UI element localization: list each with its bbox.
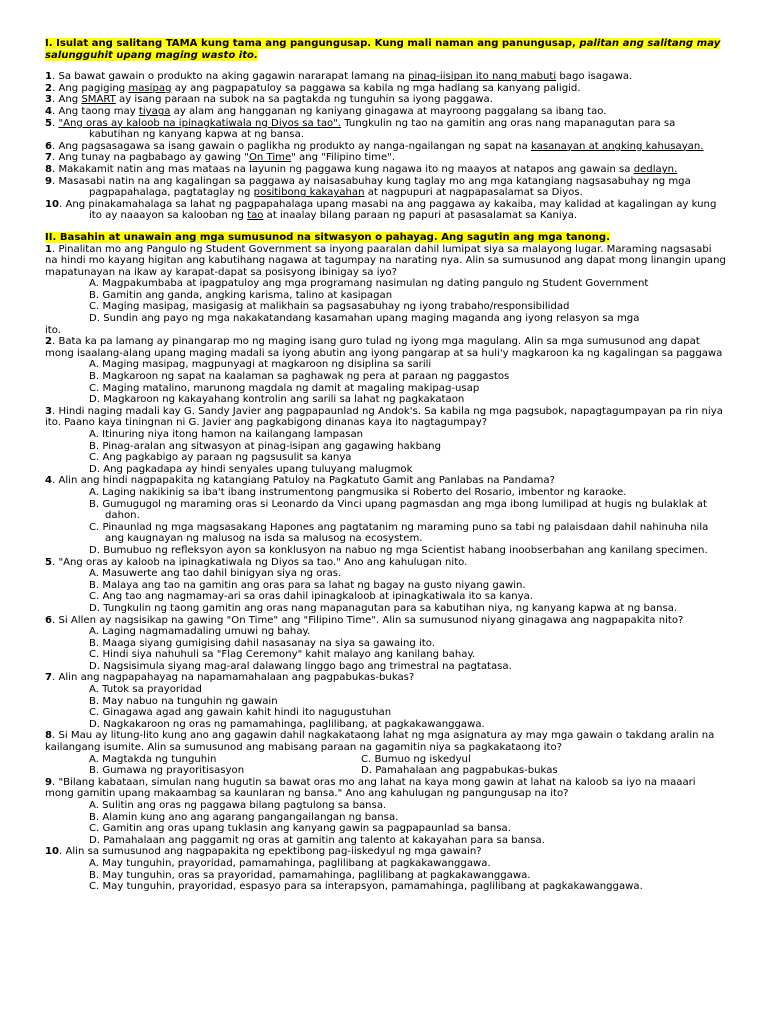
question-3-option-0: A. Itinuring niya itong hamon na kailangang lampasan (89, 429, 364, 440)
part1-heading-bold: I. Isulat ang salitang TAMA kung tama ang pangungusap. Kung mali naman ang panungusap, (45, 38, 576, 49)
question-4-option-0: A. Laging nakikinig sa iba't ibang instrumentong pangmusika si Roberto del Rosario, imbentor ng karaoke. (89, 486, 627, 498)
item-number: 7 (45, 152, 53, 164)
question-4-option-2: C. Pinaunlad ng mga magsasakang Hapones ang pagtatanim ng maraming puno sa tabi ng palaisdaan dahil nahinuha nila ang kaugnayan ng malusog na isda sa malusog na ecosystem. (89, 521, 709, 545)
question-text: . Si Mau ay litung-lito kung ano ang gagawin dahil nagkakataong lahat ng mga asignatura ay may mga gawain o takdang aralin na kailangang isumite. Alin sa sumusunod ang mabisang paraan na gagamitin niya sa pagkakataong ito? (45, 730, 715, 754)
question-6-option-2: C. Hindi siya nahuhuli sa "Flag Ceremony" kahit malayo ang kanilang bahay. (89, 649, 476, 661)
question-number: 4 (45, 475, 53, 487)
question-text: . Alin sa sumusunod ang nagpapakita ng epektibong pag-iiskedyul ng mga gawain? (59, 846, 482, 858)
question-10-option-0: A. May tunguhin, prayoridad, pamamahinga, paglilibang at pagkakawanggawa. (89, 857, 491, 869)
question-5-option-0: A. Masuwerte ang tao dahil binigyan siya ng oras. (89, 568, 342, 580)
item-number: 4 (45, 105, 53, 117)
question-text: . Pinalitan mo ang Pangulo ng Student Government sa inyong paaralan dahil lumipat siya sa malayong lugar. Maraming nagsasabi na hindi mo kayang higitan ang kabutihang nagawa at tagumpay na narating nya. Alin sa sumusunod ang dapat mong linangin upang mapatunayan na ikaw ay karapat-dapat sa posisyong ibinigay sa iyo? (45, 243, 726, 278)
part1-item-2 (45, 83, 727, 95)
question-number: 7 (45, 672, 53, 684)
item-text: . Ang (52, 94, 82, 106)
question-6-option-3: D. Nagsisimula siyang mag-aral dalawang linggo bago ang trimestral na pagtatasa. (89, 660, 512, 672)
question-9-option-0: A. Sulitin ang oras ng paggawa bilang pagtulong sa bansa. (89, 800, 387, 811)
question-number: 6 (45, 614, 53, 626)
item-number: 2 (45, 82, 53, 94)
part1-item-1 (45, 71, 727, 83)
question-text: . Hindi naging madali kay G. Sandy Javier ang pagpapaunlad ng Andok's. Sa kabila ng mga pagsubok, napagtagumpayan pa rin niya ito. Paano kaya tiningnan ni G. Javier ang pagkabigong dinanas kaya ito nagtagumpay? (45, 405, 723, 429)
question-3-option-3: D. Ang pagkadapa ay hindi senyales upang tuluyang malugmok (89, 463, 413, 475)
item-text: at inaalay bilang paraan ng papuri at pasasalamat sa Kaniya. (263, 210, 578, 222)
item-number: 3 (45, 94, 53, 106)
question-1-option-3: D. Sundin ang payo ng mga nakakatandang kasamahan upang maging maganda ang iyong relasyon sa mga (89, 313, 640, 325)
item-text: Tungkulin ng tao na gamitin ang oras nang mapanagutan para sa kabutihan ng kanyang kapwa at ng bansa. (89, 117, 676, 141)
question-4-option-1: B. Gumugugol ng maraming oras si Leonardo da Vinci upang pagmasdan ang mga ibong lumilipad at hugis ng bulaklak at dahon. (89, 498, 707, 522)
item-number: 8 (45, 163, 53, 175)
question-8-option-row (45, 754, 727, 766)
item-text: . Sa bawat gawain o produkto na aking gagawin nararapat lamang na (52, 71, 409, 83)
question-number: 10 (45, 846, 60, 858)
item-text: ay alam ang hangganan ng kaniyang ginagawa at mayroong paggalang sa ibang tao. (170, 105, 607, 117)
question-number: 3 (45, 405, 53, 417)
question-number: 8 (45, 730, 53, 742)
item-text: at nagpupuri at nagpapasalamat sa Diyos. (364, 187, 583, 199)
question-text: . Alin ang nagpapahayag na napamamahalaan ang pagpabukas-bukas? (52, 672, 415, 684)
item-text: . Ang pinakamahalaga sa lahat ng pagpapahalaga upang masabi na ang paggawa ay kakaiba, may kalidad at kagalingan ay kung ito ay naaayon sa kalooban ng (59, 198, 717, 222)
question-text: . Si Allen ay nagsisikap na gawing "On Time" ang "Filipino Time". Alin sa sumusunod niyang ginagawa ang nagpapakita nito? (52, 614, 684, 626)
item-text: bago isagawa. (556, 71, 633, 83)
question-7 (45, 672, 727, 684)
option: B. Gumawa ng prayoritisasyon (89, 765, 245, 777)
question-9-option-1: B. Alamin kung ano ang agarang pangangailangan ng bansa. (89, 811, 399, 823)
question-1 (45, 244, 727, 279)
part1-item-6 (45, 141, 727, 153)
item-number: 9 (45, 175, 53, 187)
question-6 (45, 615, 727, 627)
question-10-option-1: B. May tunguhin, oras sa prayoridad, pamamahinga, paglilibang at pagkakawanggawa. (89, 869, 531, 881)
question-number: 9 (45, 776, 53, 788)
item-text: . Ang pagsasagawa sa isang gawain o paglikha ng produkto ay nanga-ngailangan ng sapat na (52, 140, 531, 152)
question-7-option-2: C. Ginagawa agad ang gawain kahit hindi ito nagugustuhan (89, 707, 392, 719)
part1-item-8 (45, 164, 727, 176)
part1-item-4 (45, 106, 727, 118)
question-text: . "Ang oras ay kaloob na ipinagkatiwala ng Diyos sa tao." Ano ang kahulugan nito. (52, 556, 468, 568)
item-text: . Ang pagiging (52, 82, 129, 94)
part1-item-10 (45, 199, 727, 222)
item-text: . Ang tunay na pagbabago ay gawing " (52, 152, 249, 164)
question-1-option-2: C. Maging masipag, masigasig at malikhain sa pagsasabuhay ng iyong trabaho/responsibilidad (89, 301, 570, 313)
part1-item-9 (45, 176, 727, 199)
part2-items (45, 244, 727, 893)
question-1-option-0: A. Magpakumbaba at ipagpatuloy ang mga programang nasimulan ng dating pangulo ng Student Government (89, 278, 649, 290)
question-5-option-3: D. Tungkulin ng taong gamitin ang oras nang mapanagutan para sa kabutihan niya, ng kanyang kapwa at ng bansa. (89, 602, 678, 614)
item-number: 10 (45, 198, 60, 210)
question-2-option-0: A. Maging masipag, magpunyagi at magkaroon ng disiplina sa sarili (89, 359, 432, 371)
option: C. Bumuo ng iskedyul (361, 753, 471, 765)
question-9-option-3: D. Pamahalaan ang paggamit ng oras at gamitin ang talento at kakayahan para sa bansa. (89, 834, 545, 846)
item-text: . (52, 117, 59, 129)
item-number: 5 (45, 117, 53, 129)
question-7-option-0: A. Tutok sa prayoridad (89, 684, 202, 696)
question-10-option-2: C. May tunguhin, prayoridad, espasyo para sa interapsyon, pamamahinga, paglilibang at pagkakawanggawa. (89, 881, 643, 893)
item-underlined-text: pinag-iisipan ito nang mabuti (408, 71, 557, 83)
question-8-option-row (45, 765, 727, 777)
item-underlined-text: masipag (128, 82, 172, 94)
item-underlined-text: "Ang oras ay kaloob na ipinagkatiwala ng Diyos sa tao". (58, 117, 342, 129)
question-10 (45, 846, 727, 858)
item-text: . Masasabi natin na ang kagalingan sa paggawa ay naisasabuhay kung taglay mo ang mga katangiang nagsasabuhay ng mga pagpapahalaga, pagtataglay ng (52, 175, 691, 199)
question-6-option-0: A. Laging nagmamadaling umuwi ng bahay. (89, 626, 311, 638)
question-2-option-3: D. Magkaroon ng kakayahang kontrolin ang sarili sa lahat ng pagkakataon (89, 394, 465, 406)
question-6-option-1: B. Maaga siyang gumigising dahil nasasanay na siya sa gawaing ito. (89, 637, 435, 649)
question-1-option-1: B. Gamitin ang ganda, angking karisma, talino at kasipagan (89, 289, 393, 301)
question-number: 5 (45, 556, 53, 568)
part2-heading-text: II. Basahin at unawain ang mga sumusunod na sitwasyon o pahayag. Ang sagutin ang mga tanong. (45, 231, 610, 243)
question-9 (45, 777, 727, 800)
question-7-option-3: D. Nagkakaroon ng oras ng pamamahinga, paglilibang, at pagkakawanggawa. (89, 718, 485, 730)
question-9-option-2: C. Gamitin ang oras upang tuklasin ang kanyang gawin sa pagpapaunlad sa bansa. (89, 823, 511, 835)
part1-item-7 (45, 152, 727, 164)
question-5 (45, 557, 727, 569)
part1-items (45, 71, 727, 222)
part2-heading (45, 232, 727, 244)
part1-heading (45, 38, 727, 61)
question-1-continuation: ito. (45, 324, 61, 336)
question-2-option-1: B. Magkaroon ng sapat na kaalaman sa paghawak ng pera at paraan ng paggastos (89, 371, 510, 383)
question-8 (45, 730, 727, 753)
question-text: . Alin ang hindi nagpapakita ng katangiang Patuloy na Pagkatuto Gamit ang Panlabas na Pandama? (52, 475, 555, 487)
question-text: . "Bilang kabataan, simulan nang hugutin sa bawat oras mo ang lahat na kaya mong gawin at lahat na kaloob sa iyo na maaari mong gamitin upang makaambag sa kaunlaran ng bansa." Ano ang kahulugan ng pangungusap na ito? (45, 776, 696, 800)
item-text: . Ang taong may (52, 105, 139, 117)
question-3-option-2: C. Ang pagkabigo ay paraan ng pagsusulit sa kanya (89, 452, 352, 464)
question-text: . Bata ka pa lamang ay pinangarap mo ng maging isang guro tulad ng iyong mga magulang. Alin sa mga sumusunod ang dapat mong isaalang-alang upang maging madali sa iyong abutin ang iyong pangarap at sa huli'y magkaroon ka ng kagalingan sa paggawa (45, 336, 723, 359)
item-text: ay ang pagpapatuloy sa paggawa sa kabila ng mga hadlang sa kanyang paligid. (171, 82, 581, 94)
item-underlined-text: dedlayn. (633, 163, 678, 175)
question-7-option-1: B. May nabuo na tunguhin ng gawain (89, 695, 278, 707)
option: D. Pamahalaan ang pagpabukas-bukas (361, 765, 558, 777)
item-text: ay isang paraan na subok na sa pagtakda ng tunguhin sa iyong paggawa. (115, 94, 493, 106)
question-5-option-1: B. Malaya ang tao na gamitin ang oras para sa lahat ng bagay na gusto niyang gawin. (89, 579, 526, 591)
question-3 (45, 406, 727, 429)
question-4-option-3: D. Bumubuo ng refleksyon ayon sa konklusyon na nabuo ng mga Scientist habang inoobserbahan ang kanilang specimen. (89, 544, 708, 556)
question-4 (45, 475, 727, 487)
item-number: 6 (45, 140, 53, 152)
question-2 (45, 336, 727, 359)
question-number: 1 (45, 243, 53, 255)
part1-item-5 (45, 118, 727, 141)
option: A. Magtakda ng tunguhin (89, 753, 217, 765)
item-underlined-text: tiyaga (138, 105, 171, 117)
question-5-option-2: C. Ang tao ang nagmamay-ari sa oras dahil ipinagkaloob at ipinagkatiwala ito sa kanya. (89, 591, 534, 603)
question-2-option-2: C. Maging matalino, marunong magdala ng damit at magaling makipag-usap (89, 382, 480, 394)
question-3-option-1: B. Pinag-aralan ang sitwasyon at pinag-isipan ang gagawing hakbang (89, 440, 441, 452)
item-text: . Makakamit natin ang mas mataas na layunin ng paggawa kung nagawa ito ng maayos at natapos ang gawain sa (52, 163, 634, 175)
item-underlined-text: positibong kakayahan (253, 187, 365, 199)
item-underlined-text: kasanayan at angking kahusayan. (530, 140, 704, 152)
item-number: 1 (45, 71, 53, 83)
item-underlined-text: tao (247, 210, 264, 222)
item-text: " ang "Filipino time". (291, 152, 396, 164)
item-underlined-text: SMART (81, 94, 116, 106)
part1-item-3 (45, 94, 727, 106)
item-underlined-text: On Time (248, 152, 292, 164)
question-number: 2 (45, 336, 53, 348)
worksheet (45, 38, 727, 893)
part1-heading-italic: palitan ang salitang may salungguhit upang maging wasto ito. (45, 38, 721, 61)
